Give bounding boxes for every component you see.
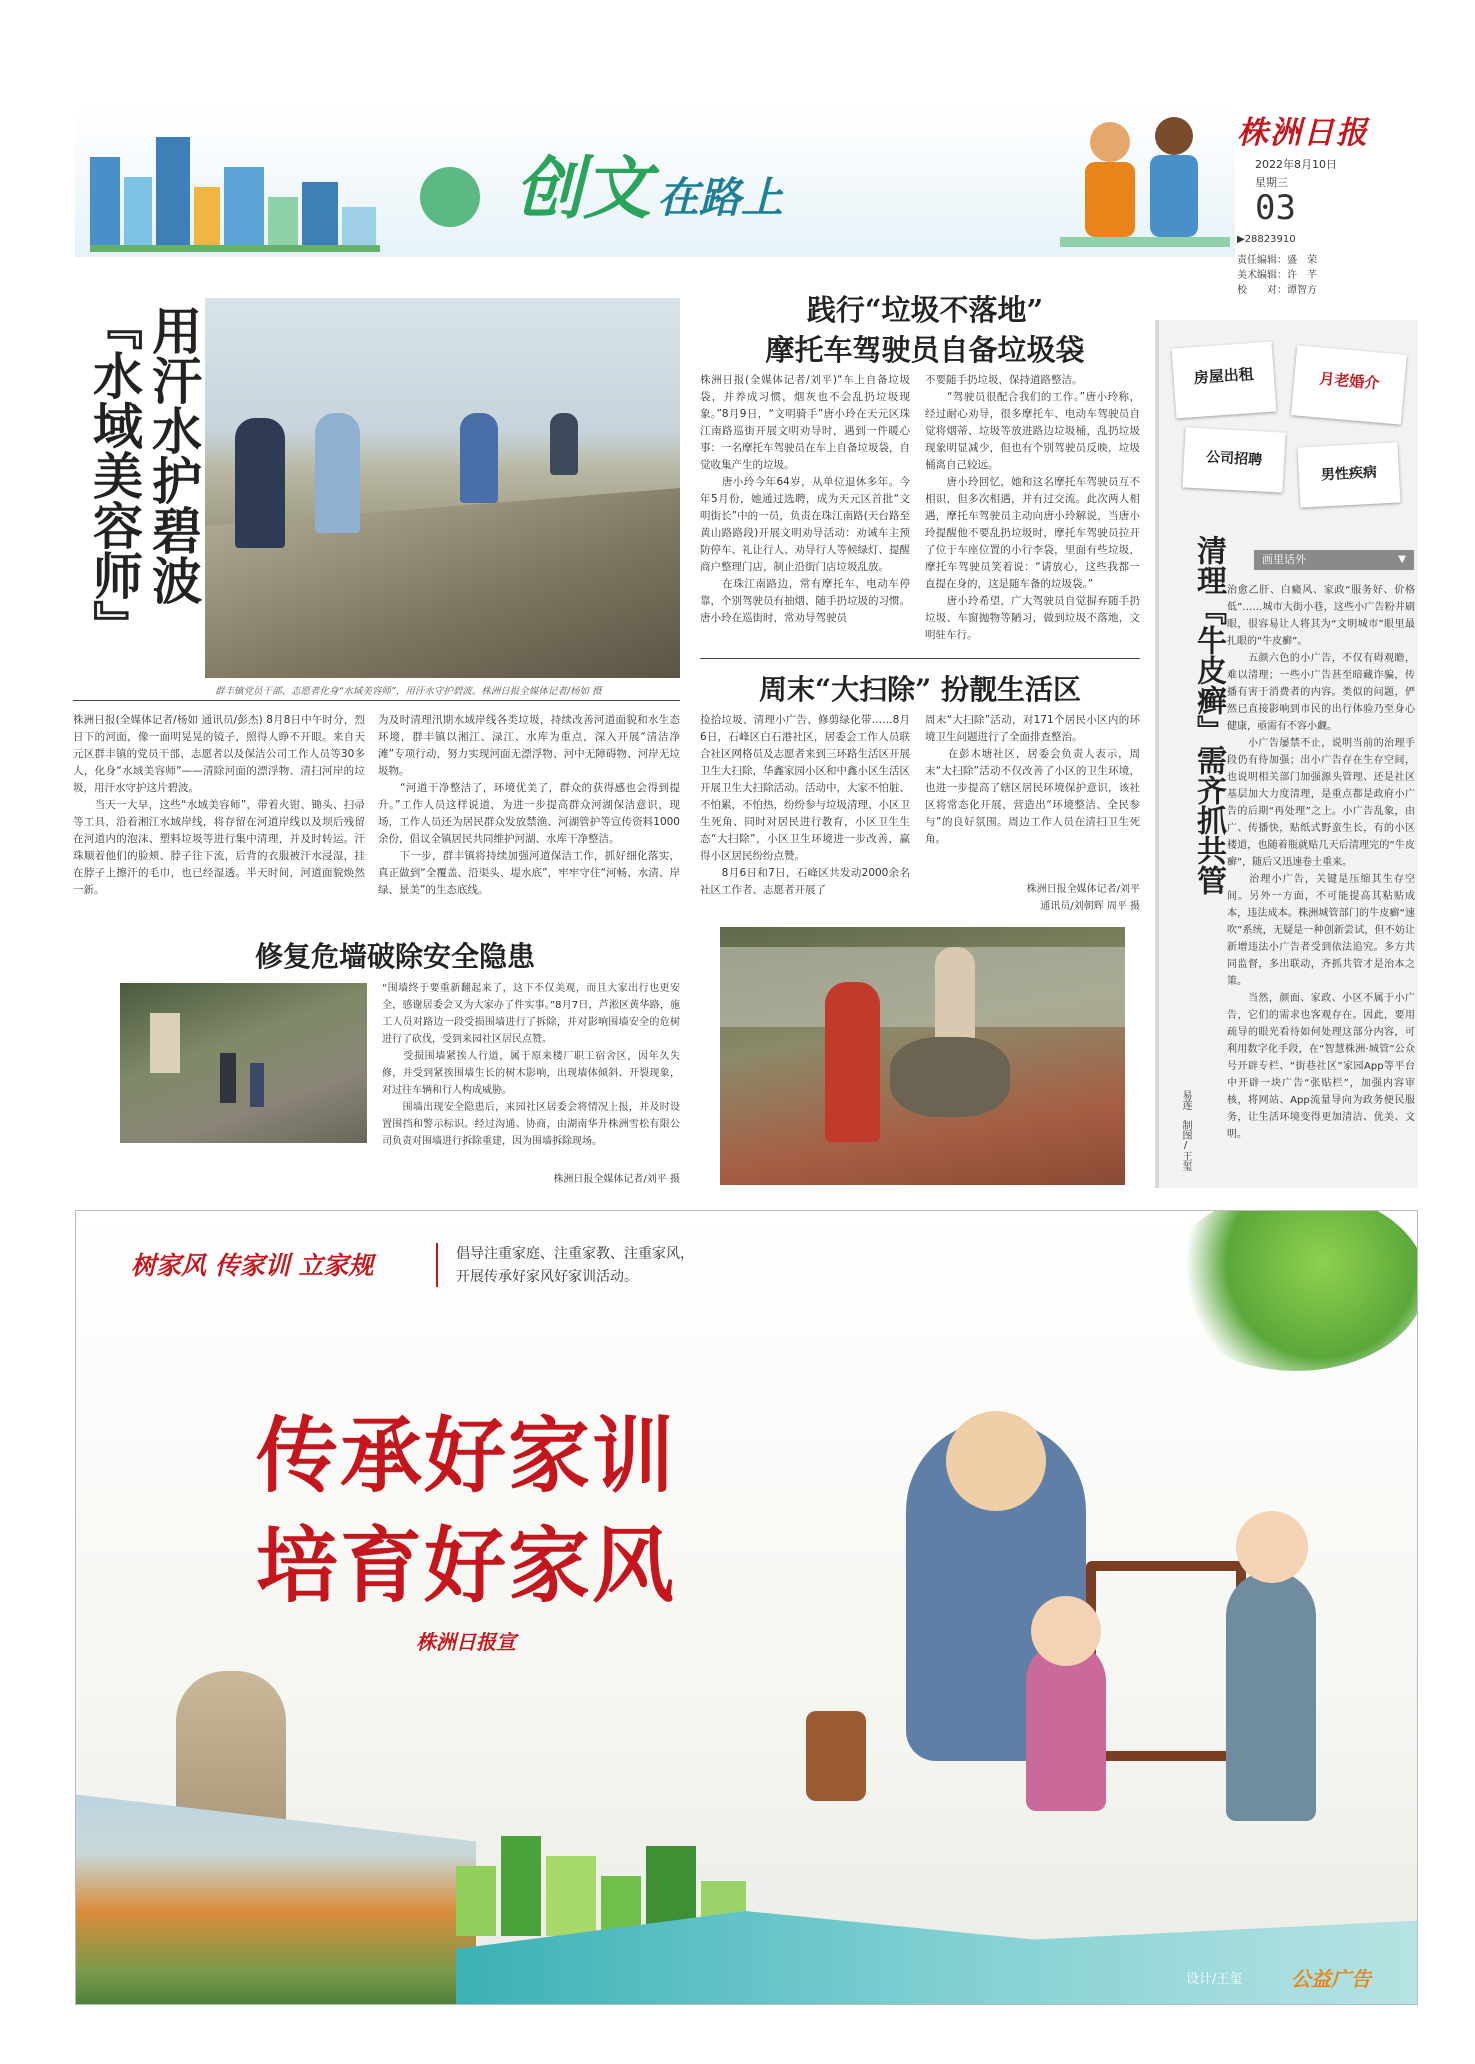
wall-body: “围墙终于要重新翻起来了，这下不仅美观，而且大家出行也更安全，感谢居委会又为大家办了件实事。”8月7日，芦淞区黄华路，施工人员对路边一段受损围墙进行了拆除，并对影响围墙安全的危树进行了砍伐，受到来园社区居民点赞。 受损围墙紧挨人行道，属于原来楼厂职工宿舍区，因年久失修，并受到紧挨围墙生长的树木影响，出现墙体倾斜、开裂现象，对过往车辆和行人构成威胁。 围墙出现安全隐患后，来园社区居委会将情况上报，并及时设置围挡和警示标识。经过沟通、协商，由湖南华升株洲雪松有限公司负责对围墙进行拆除重建，因为围墙拆除现场。 [382, 983, 680, 1147]
masthead [75, 107, 1235, 257]
ad-label: 公益广告 [1291, 1967, 1371, 1991]
runner-icon [420, 167, 480, 227]
worker-figure [220, 1053, 236, 1103]
divider [73, 700, 680, 701]
clean-headline: 周末“大扫除” 扮靓生活区 [759, 673, 1081, 706]
category-label: 画里话外 [1262, 553, 1306, 566]
ad-tag-matchmaking [1291, 345, 1407, 424]
commentary-sidebar [1155, 320, 1418, 1188]
category-badge [1254, 550, 1414, 570]
moto-headline-1: 践行“垃圾不落地” [806, 293, 1044, 327]
banner-designer: 设计/王玺 [1186, 1972, 1243, 1987]
banner-desc-2: 开展传承好家风好家训活动。 [456, 1269, 638, 1285]
banner-desc-1: 倡导注重家庭、注重家教、注重家风， [456, 1246, 694, 1262]
commentary-author: 易莲 [1180, 1090, 1191, 1110]
editor-line-1: 责任编辑：盛 荣 [1237, 255, 1317, 266]
ad-tag-hiring-label: 公司招聘 [1205, 449, 1263, 469]
worker-figure [250, 1063, 264, 1107]
scroll-vase [806, 1711, 866, 1801]
worker-figure [315, 413, 360, 533]
clean-byline-1: 株洲日报全媒体记者/刘平 [1026, 884, 1140, 895]
water-headline-right: 用汗水护碧波 [144, 305, 203, 605]
ad-tag-clinic [1297, 442, 1400, 507]
divider [700, 658, 1140, 659]
clean-body-col2: 周末“大扫除”活动，对171个居民小区内的环境卫生问题进行了全面排查整治。 在彭木塘社区，居委会负责人表示，周末“大扫除”活动不仅改善了小区的卫生环境，也进一步提高了辖区居民环境保护意识，该社区将常态化开展，营造出“环境整洁、全民参与”的良好氛围。周边工作人员在清扫卫生死角。 [925, 714, 1140, 845]
masthead-title-a: 创文 [515, 149, 652, 229]
commentary-headline: 清理『牛皮癣』需齐抓共管 [1191, 535, 1226, 895]
commentary-body: 治愈乙肝、白癜风、家政“服务好、价格低”……城市大街小巷，这些小广告粉井刷眼，很容易让人将其为“文明城市”眼里最扎眼的“牛皮癣”。 五颜六色的小广告，不仅有碍观瞻，难以清理；一些小广告甚至暗藏诈骗，传播有害于消费者的内容。类似的问题，俨然已直接影响到市民的出行体验乃至身心健康，亟需有不容小觑。 小广告屡禁不止，说明当前的治理手段仍有待加强；出小广告存在生存空间，也说明相关部门加强源头管理、还是社区基层加大力度清理，是重点都是政府小广告的后期“再处理”之上。小广告乱象，由广、传播快，贴纸式野蛮生长，有的小区楼道，也随着瓶就贴几天后清理完的“牛皮癣”，随后又迅速卷土重来。 治理小广告，关键是压缩其生存空间。另外一方面，不可能提高其粘贴成本，违法成本。株洲城管部门的牛皮癣“速吹”系统，无疑是一种创新尝试，但不妨让新增违法小广告者受到依法追究。多方共同监督，多出联动，齐抓共管才是治本之策。 当然，颜面、家政、小区不属于小广告，它们的需求也客观存在。因此，要用疏导的眼光看待如何处理这部分内容，可利用数字化手段，在“智慧株洲·城管”公众号开辟专栏、“街巷社区”家园App等平台中开辟一块广告“张贴栏”，加强内容审核，将网站、App流量导向为政务便民服务，让生活环境变得更加清洁、优美、文明。 [1227, 585, 1415, 1140]
moto-body-col2: 不要随手扔垃圾，保持道路整洁。 “驾驶员很配合我们的工作。”唐小玲称，经过耐心劝导，很多摩托车、电动车驾驶员自觉将烟蒂、垃圾等放进路边垃圾桶，乱扔垃圾现象明显减少，但也有个别驾驶员反映，垃圾桶离自己较远。 唐小玲回忆，她和这名摩托车驾驶员互不相识，但多次相遇，并有过交流。此次两人相遇，摩托车驾驶员主动向唐小玲解说，当唐小玲提醒他不要乱扔垃圾时，摩托车驾驶员拉开了位于车座位置的小行李袋，里面有些垃圾，摩托车驾驶员笑着说：“请放心，这些我都一直提在身的，这是随车备的垃圾袋。” 唐小玲希望，广大驾驶员自觉摒弃随手扔垃圾、车窗抛物等陋习，做到垃圾不落地，文明驻车行。 [925, 374, 1140, 641]
banner-slogan: 树家风 传家训 立家规 [131, 1251, 374, 1280]
commentary-illustrator: 制图/王玺 [1180, 1120, 1191, 1171]
wall-headline: 修复危墙破除安全隐患 [254, 940, 535, 973]
family-illustration [796, 1381, 1356, 1861]
worker-figure [235, 418, 285, 548]
moto-body-col1: 株洲日报(全媒体记者/刘平)“车上自备垃圾袋，并养成习惯，烟灰也不会乱扔垃圾现象。”8月9日，“文明骑手”唐小玲在天元区珠江南路巡街开展文明劝导时，遇到一件暖心事：一名摩托车驾驶员在车上自备垃圾袋，自觉收集产生的垃圾。 唐小玲今年64岁，从单位退休多年。今年5月份，她通过选聘，成为天元区首批“文明街长”中的一员，负责在珠江南路(天台路至黄山路路段)开展文明劝导活动：劝诫车主预防停车、礼让行人、劝导行人等候绿灯、提醒商户整理门店，制止沿街门店垃圾乱放。 在珠江南路边，常有摩托车、电动车停靠，个别驾驶员有抽烟、随手扔垃圾的习惯。唐小玲在巡街时，常劝导驾驶员 [700, 374, 910, 624]
ad-tag-matchmaking-label: 月老婚介 [1318, 369, 1381, 393]
moto-headline-2: 摩托车驾驶员自备垃圾袋 [765, 333, 1085, 367]
boy-figure [1226, 1571, 1316, 1821]
ad-collage [1169, 325, 1414, 515]
clean-byline-2: 通讯员/刘朝辉 周平 摄 [1040, 901, 1140, 912]
girl-figure [1026, 1641, 1106, 1811]
issue-weekday: 星期三 [1255, 176, 1288, 189]
ad-tag-rent-label: 房屋出租 [1193, 364, 1255, 388]
paper-info [1237, 107, 1417, 296]
page-number: 03 [1255, 188, 1296, 228]
masthead-title-b: 在路上 [657, 173, 784, 222]
banner-divider [436, 1243, 438, 1287]
ad-tag-clinic-label: 男性疾病 [1320, 464, 1378, 484]
issue-date: 2022年8月10日 [1255, 158, 1337, 171]
water-body-col2: 为及时清理汛期水域岸线各类垃圾，持续改善河道面貌和水生态环境，群丰镇以湘江、渌江、水库为重点，深入开展“清洁净滩”专项行动，努力实现河面无漂浮物、河中无障碍物、河岸无垃圾物。 “河道干净整洁了，环境优美了，群众的获得感也会得到提升。”工作人员这样说道，为进一步提高群众河湖保洁意识，现场，工作人员还为居民群众发放禁渔、河湖管护等宣传资料1000余份，倡议全镇居民共同维护河湖、水库干净整洁。 下一步，群丰镇将持续加强河道保洁工作，抓好细化落实，真正做到“全覆盖、沿渠头、堤水底”，牢牢守住“河畅、水清、岸绿、景美”的生态底线。 [378, 714, 680, 896]
banner-big-line-2: 培育好家风 [256, 1518, 677, 1614]
banner-big-line-1: 传承好家训 [256, 1408, 677, 1504]
leaf-decoration [1166, 1210, 1418, 1371]
worker-figure [550, 413, 578, 475]
hotline: ▶28823910 [1237, 234, 1296, 245]
clean-photo [720, 927, 1125, 1185]
worker-figure [825, 982, 880, 1142]
masthead-title [515, 135, 975, 229]
water-photo-caption: 群丰镇党员干部、志愿者化身“水域美容师”，用汗水守护碧波。株洲日报全媒体记者/杨如 摄 [215, 686, 602, 697]
worker-figure [460, 413, 498, 503]
ad-tag-hiring [1182, 427, 1285, 492]
walking-couple-illustration [1060, 112, 1230, 252]
ad-tag-rent [1172, 342, 1277, 419]
editor-line-2: 美术编辑：许 芊 [1237, 270, 1317, 281]
water-photo [205, 298, 680, 678]
wall-byline: 株洲日报全媒体记者/刘平 摄 [553, 1174, 680, 1185]
public-service-banner [75, 1210, 1418, 2005]
wall-photo [120, 983, 367, 1143]
clean-body-col1: 捡拾垃圾、清理小广告、修剪绿化带……8月6日，石峰区白石港社区，居委会工作人员联合社区网格员及志愿者来到三环路生活区开展卫生大扫除，华鑫家园小区和中鑫小区生活区开展卫生大扫除活动。活动中，大家不怕脏、不怕累，不怕热，纷纷参与垃圾清理、小区卫生死角、同时对居民进行教育，小区卫生生态“大扫除”，小区卫生环境进一步改善，赢得小区居民纷纷点赞。 8月6日和7日，石峰区共发动2000余名社区工作者、志愿者开展了 [700, 714, 910, 896]
water-headline-left: 『水域美容师』 [85, 300, 144, 650]
chair [1086, 1561, 1246, 1761]
banner-sponsor: 株洲日报宣 [416, 1630, 516, 1654]
water-body-col1: 株洲日报(全媒体记者/杨如 通讯员/彭杰) 8月8日中午时分，烈日下的河面，像一面明晃晃的镜子，照得人睁不开眼。来自天元区群丰镇的党员干部、志愿者以及保洁公司工作人员等30多人，化身“水域美容师”——清除河面的漂浮物、清扫河岸的垃圾，用汗水守护这片碧波。 当天一大早，这些“水域美容师”，带着火钳、锄头、扫帚等工具，沿着湘江水域岸线，将存留在河道岸线以及坝后残留在河道内的泡沫、塑料垃圾等进行集中清理，并及时转运。汗珠顺着他们的脸颊、脖子往下流，后背的衣服被汗水浸湿，挂在脖子上擦汗的毛巾，也已经湿透。半天时间，河道面貌焕然一新。 [73, 714, 365, 896]
city-skyline-illustration [90, 127, 380, 252]
chevron-down-icon: ▼ [1398, 554, 1406, 565]
paper-name: 株洲日报 [1237, 115, 1369, 151]
editor-line-3: 校 对：谭智方 [1237, 285, 1317, 296]
